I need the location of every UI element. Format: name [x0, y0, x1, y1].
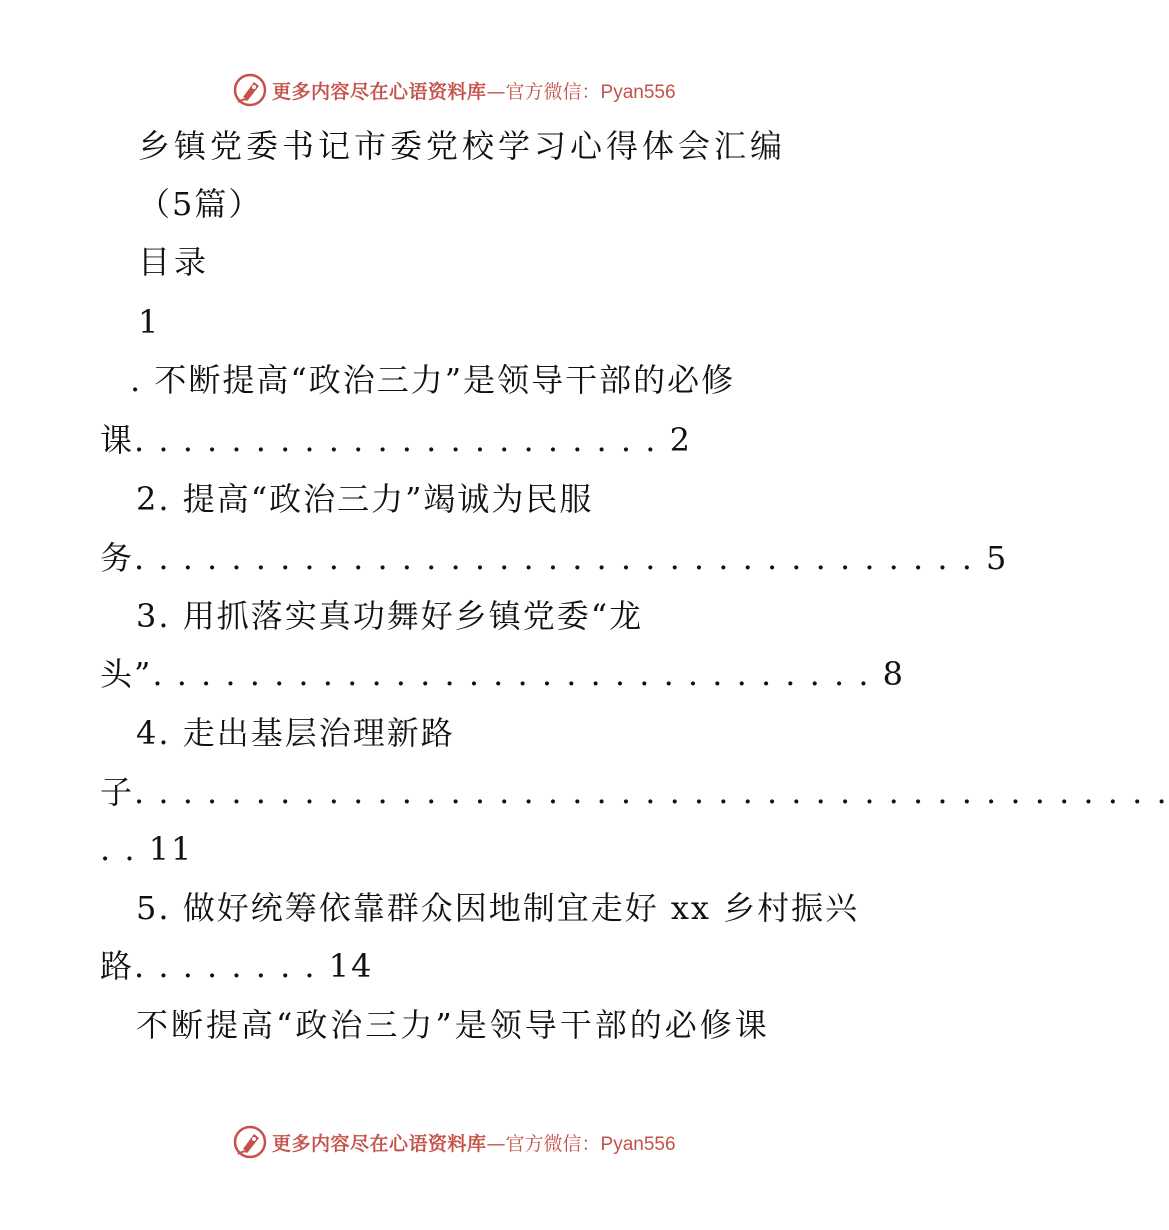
watermark-wechat-label: 官方微信：: [505, 1132, 601, 1155]
toc-lead-number: 1: [138, 303, 161, 341]
watermark-wechat-label: 官方微信：: [505, 80, 601, 103]
watermark-text: [272, 1129, 676, 1156]
toc-entry-3-leader[interactable]: 头”. . . . . . . . . . . . . . . . . . . . . . . . . . . . . . 8: [100, 655, 906, 693]
toc-entry-4-page[interactable]: . . 11: [100, 830, 194, 868]
document-title: 乡镇党委书记市委党校学习心得体会汇编: [138, 127, 787, 165]
watermark-dash: —: [486, 80, 506, 103]
toc-entry-1-leader[interactable]: 课. . . . . . . . . . . . . . . . . . . . . . 2: [100, 421, 692, 459]
toc-entry-4-leader[interactable]: 子. . . . . . . . . . . . . . . . . . . . . . . . . . . . . . . . . . . . . . . . . . .: [100, 773, 1169, 811]
section-heading: 不断提高“政治三力”是领导干部的必修课: [136, 1006, 770, 1044]
pen-nib-logo-icon: [232, 72, 268, 108]
watermark-footer: [232, 1122, 752, 1162]
pen-nib-logo-icon: [232, 1124, 268, 1160]
toc-entry-4-title[interactable]: 4. 走出基层治理新路: [136, 714, 455, 752]
watermark-text: [272, 77, 676, 104]
watermark-brand: 更多内容尽在心语资料库: [272, 1132, 487, 1155]
toc-entry-1-title[interactable]: . 不断提高“政治三力”是领导干部的必修: [130, 361, 736, 399]
document-piece-count: （5篇）: [138, 185, 263, 223]
toc-entry-3-title[interactable]: 3. 用抓落实真功舞好乡镇党委“龙: [136, 597, 644, 635]
watermark-handle: Pyan556: [600, 81, 676, 103]
watermark-dash: —: [486, 1132, 506, 1155]
watermark-header: [232, 70, 752, 110]
toc-entry-2-leader[interactable]: 务. . . . . . . . . . . . . . . . . . . . . . . . . . . . . . . . . . . 5: [100, 539, 1009, 577]
toc-entry-5-leader[interactable]: 路. . . . . . . . 14: [100, 947, 374, 985]
toc-label: 目录: [138, 243, 211, 281]
watermark-brand: 更多内容尽在心语资料库: [272, 80, 487, 103]
toc-entry-5-title[interactable]: 5. 做好统筹依靠群众因地制宜走好 xx 乡村振兴: [136, 889, 860, 927]
toc-entry-2-title[interactable]: 2. 提高“政治三力”竭诚为民服: [136, 480, 594, 518]
watermark-handle: Pyan556: [600, 1133, 676, 1155]
